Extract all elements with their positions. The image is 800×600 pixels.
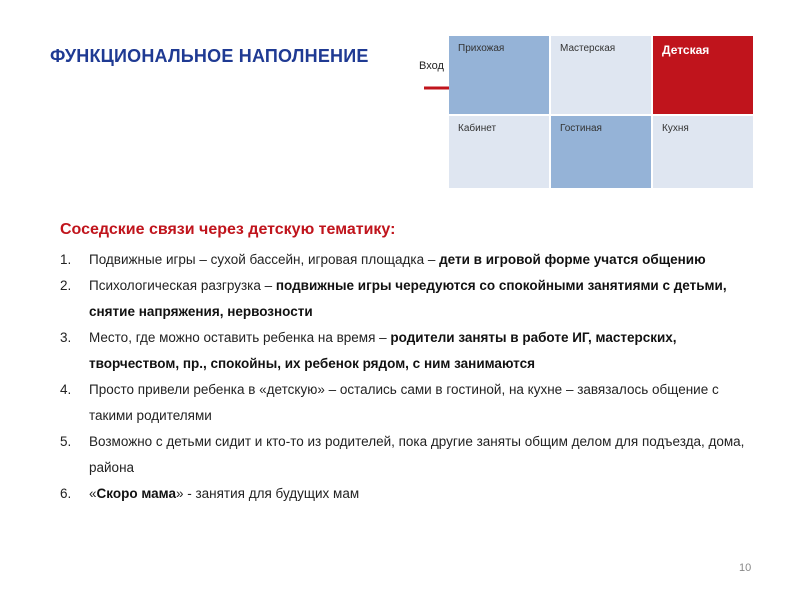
list-item-text: [89, 377, 750, 429]
list-item-text: [89, 273, 750, 325]
list-item-number: 4.: [60, 382, 72, 397]
list-item: [60, 429, 750, 481]
list-item-emphasis: подвижные игры чередуются со спокойными занятиями с детьми, снятие напряжения, нервозности: [89, 278, 727, 319]
list-item-number: 1.: [60, 252, 72, 267]
list-item-number: 3.: [60, 330, 72, 345]
list-item-text: [89, 481, 750, 507]
list-item: [60, 481, 750, 507]
list-item-plain: Психологическая разгрузка –: [89, 278, 276, 293]
list-item-emphasis: Скоро мама: [96, 486, 176, 501]
list-item-tail: » - занятия для будущих мам: [175, 486, 360, 501]
list-item-emphasis: дети в игровой форме учатся общению: [439, 252, 706, 267]
list-item-number: 6.: [60, 486, 72, 501]
list-item-number: 5.: [60, 434, 72, 449]
list-item-text: [89, 325, 750, 377]
list-item-plain: «: [89, 486, 97, 501]
benefits-list: [60, 247, 750, 507]
list-item-plain: Просто привели ребенка в «детскую» – остались сами в гостиной, на кухне – завязалось общение с такими родителями: [89, 382, 719, 423]
list-item: [60, 273, 750, 325]
apartment-plan: [449, 36, 751, 188]
entry-label: Вход: [419, 60, 444, 72]
room-cell: Прихожая: [449, 36, 549, 114]
list-item-text: [89, 429, 750, 481]
list-item-text: [89, 247, 750, 273]
list-item-emphasis: родители заняты в работе ИГ, мастерских, творчеством, пр., спокойны, их ребенок рядом, с ним занимаются: [89, 330, 677, 371]
room-cell: Детская: [653, 36, 753, 114]
room-cell: Кабинет: [449, 116, 549, 188]
page-number: 10: [739, 562, 752, 574]
section-subtitle: Соседские связи через детскую тематику:: [60, 221, 396, 238]
list-item: [60, 377, 750, 429]
room-cell: Кухня: [653, 116, 753, 188]
list-item-plain: Подвижные игры – сухой бассейн, игровая площадка –: [89, 252, 440, 267]
room-cell: Гостиная: [551, 116, 651, 188]
list-item-plain: Возможно с детьми сидит и кто-то из родителей, пока другие заняты общим делом для подъезда, дома, района: [89, 434, 745, 475]
list-item-number: 2.: [60, 278, 72, 293]
slide-title: ФУНКЦИОНАЛЬНОЕ НАПОЛНЕНИЕ: [50, 46, 369, 66]
list-item: [60, 325, 750, 377]
room-cell: Мастерская: [551, 36, 651, 114]
list-item-plain: Место, где можно оставить ребенка на время –: [89, 330, 391, 345]
list-item: [60, 247, 750, 273]
